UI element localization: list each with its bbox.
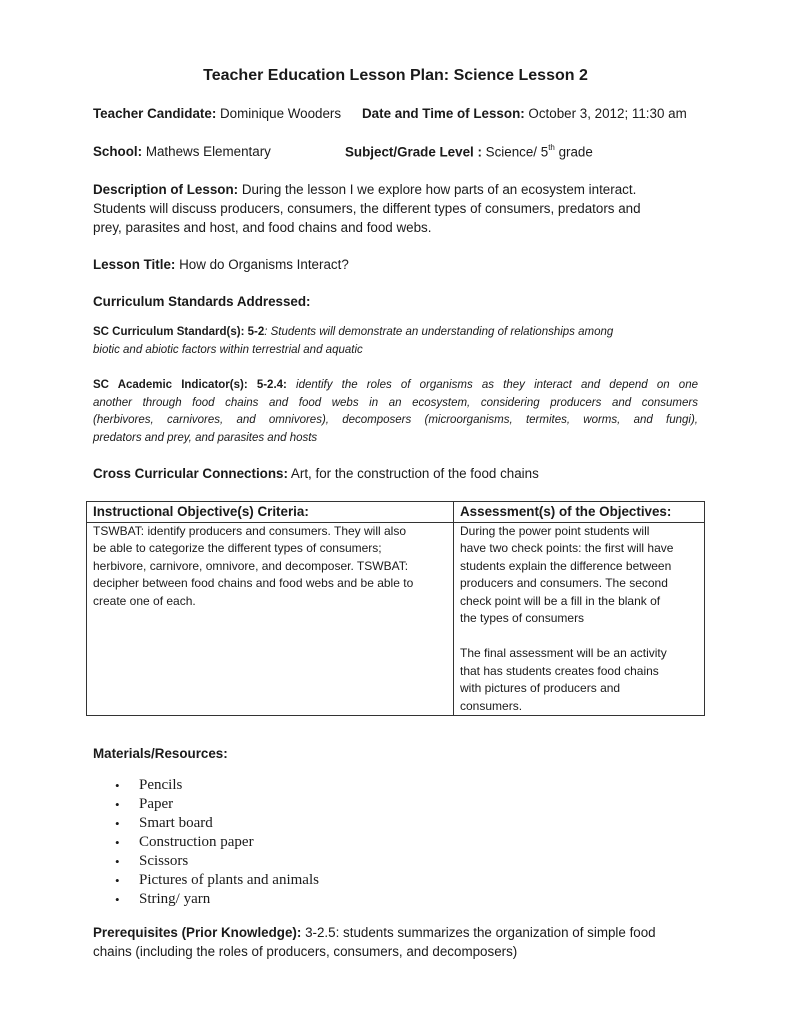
subject-row bbox=[345, 144, 593, 159]
paragraph-gap bbox=[460, 628, 698, 646]
teacher-date-row bbox=[93, 106, 341, 121]
school-label: School: bbox=[93, 144, 143, 159]
description-section bbox=[93, 180, 703, 237]
material-text: String/ yarn bbox=[139, 891, 211, 907]
bullet-icon: • bbox=[115, 816, 120, 831]
standard-label: SC Curriculum Standard(s): 5-2 bbox=[93, 326, 265, 338]
subject-grade-superscript: th bbox=[548, 143, 555, 152]
list-item bbox=[93, 776, 319, 795]
list-item bbox=[93, 852, 319, 871]
materials-heading: Materials/Resources: bbox=[93, 746, 228, 761]
assessment-line: the types of consumers bbox=[460, 611, 585, 625]
prerequisites-line-1: 3-2.5: students summarizes the organization of simple food bbox=[301, 925, 656, 940]
curriculum-heading: Curriculum Standards Addressed: bbox=[93, 294, 311, 309]
assessment-header: Assessment(s) of the Objectives: bbox=[454, 502, 705, 523]
objective-line: create one of each. bbox=[93, 593, 196, 608]
table-header-row bbox=[87, 502, 705, 523]
assessment-line: with pictures of producers and bbox=[460, 681, 621, 695]
teacher-value: Dominique Wooders bbox=[216, 106, 342, 121]
indicator-label: SC Academic Indicator(s): 5-2.4: bbox=[93, 379, 287, 391]
list-item bbox=[93, 871, 319, 890]
subject-suffix: grade bbox=[554, 144, 593, 160]
assessment-line: consumers. bbox=[460, 698, 523, 713]
cross-curricular-row bbox=[93, 466, 539, 481]
bullet-icon: • bbox=[115, 835, 120, 850]
prerequisites-line-2: chains (including the roles of producers, consumers, and decomposers) bbox=[93, 944, 518, 959]
material-text: Scissors bbox=[139, 853, 189, 869]
lesson-title-value: How do Organisms Interact? bbox=[175, 257, 349, 272]
list-item bbox=[93, 833, 319, 852]
objectives-header: Instructional Objective(s) Criteria: bbox=[87, 502, 454, 523]
material-text: Pencils bbox=[139, 777, 183, 793]
school-value: Mathews Elementary bbox=[142, 144, 271, 159]
date-row bbox=[362, 106, 687, 121]
document-title: Teacher Education Lesson Plan: Science Lesson 2 bbox=[203, 67, 588, 84]
indicator-line-1: identify the roles of organisms as they interact and depend on one bbox=[286, 379, 698, 391]
list-item bbox=[93, 814, 319, 833]
subject-value: Science/ 5 bbox=[481, 144, 549, 160]
objective-line: be able to categorize the different types of consumers; bbox=[93, 541, 382, 555]
assessment-line: have two check points: the first will have bbox=[460, 541, 674, 555]
material-text: Paper bbox=[139, 796, 174, 812]
date-label: Date and Time of Lesson: bbox=[362, 106, 525, 121]
table-row bbox=[87, 522, 705, 716]
objectives-cell bbox=[87, 522, 454, 716]
academic-indicator bbox=[93, 377, 698, 447]
prerequisites-section bbox=[93, 923, 703, 961]
objective-line: decipher between food chains and food webs and be able to bbox=[93, 576, 414, 590]
indicator-line-4: predators and prey, and parasites and hosts bbox=[93, 431, 318, 444]
curriculum-standard bbox=[93, 324, 698, 359]
teacher-label: Teacher Candidate: bbox=[93, 106, 217, 121]
date-value: October 3, 2012; 11:30 am bbox=[524, 106, 687, 121]
list-item bbox=[93, 795, 319, 814]
bullet-icon: • bbox=[115, 873, 120, 888]
bullet-icon: • bbox=[115, 778, 120, 793]
objective-line: herbivore, carnivore, omnivore, and decomposer. TSWBAT: bbox=[93, 558, 409, 573]
material-text: Pictures of plants and animals bbox=[139, 872, 319, 888]
bullet-icon: • bbox=[115, 854, 120, 869]
lesson-title-row bbox=[93, 257, 349, 272]
materials-list bbox=[93, 776, 319, 909]
indicator-line-2: another through food chains and food webs in an ecosystem, considering producers and consumers bbox=[93, 396, 698, 409]
school-row bbox=[93, 144, 271, 159]
material-text: Smart board bbox=[139, 815, 213, 831]
description-line-3: prey, parasites and host, and food chains and food webs. bbox=[93, 220, 432, 235]
cross-curricular-label: Cross Curricular Connections: bbox=[93, 466, 288, 481]
lesson-title-label: Lesson Title: bbox=[93, 257, 176, 272]
assessment-line: The final assessment will be an activity bbox=[460, 646, 667, 660]
assessment-cell bbox=[454, 522, 705, 716]
cross-curricular-value: Art, for the construction of the food chains bbox=[287, 466, 539, 481]
assessment-line: students explain the difference between bbox=[460, 558, 672, 573]
standard-line-2: biotic and abiotic factors within terrestrial and aquatic bbox=[93, 343, 363, 356]
bullet-icon: • bbox=[115, 797, 120, 812]
description-line-1: During the lesson I we explore how parts of an ecosystem interact. bbox=[238, 182, 637, 197]
material-text: Construction paper bbox=[139, 834, 254, 850]
indicator-line-3: (herbivores, carnivores, and omnivores), decomposers (microorganisms, termites, worms, and fungi), bbox=[93, 414, 698, 426]
objective-line: TSWBAT: identify producers and consumers. They will also bbox=[93, 523, 407, 538]
description-line-2: Students will discuss producers, consumers, the different types of consumers, predators and bbox=[93, 201, 641, 216]
assessment-line: check point will be a fill in the blank of bbox=[460, 593, 661, 608]
bullet-icon: • bbox=[115, 892, 120, 907]
assessment-line: producers and consumers. The second bbox=[460, 576, 668, 590]
standard-line-1: : Students will demonstrate an understanding of relationships among bbox=[264, 326, 614, 338]
subject-label: Subject/Grade Level : bbox=[345, 144, 482, 160]
objectives-table bbox=[86, 501, 705, 716]
description-label: Description of Lesson: bbox=[93, 182, 239, 197]
prerequisites-label: Prerequisites (Prior Knowledge): bbox=[93, 925, 302, 940]
assessment-line: that has students creates food chains bbox=[460, 663, 659, 678]
assessment-line: During the power point students will bbox=[460, 523, 650, 538]
list-item bbox=[93, 890, 319, 909]
